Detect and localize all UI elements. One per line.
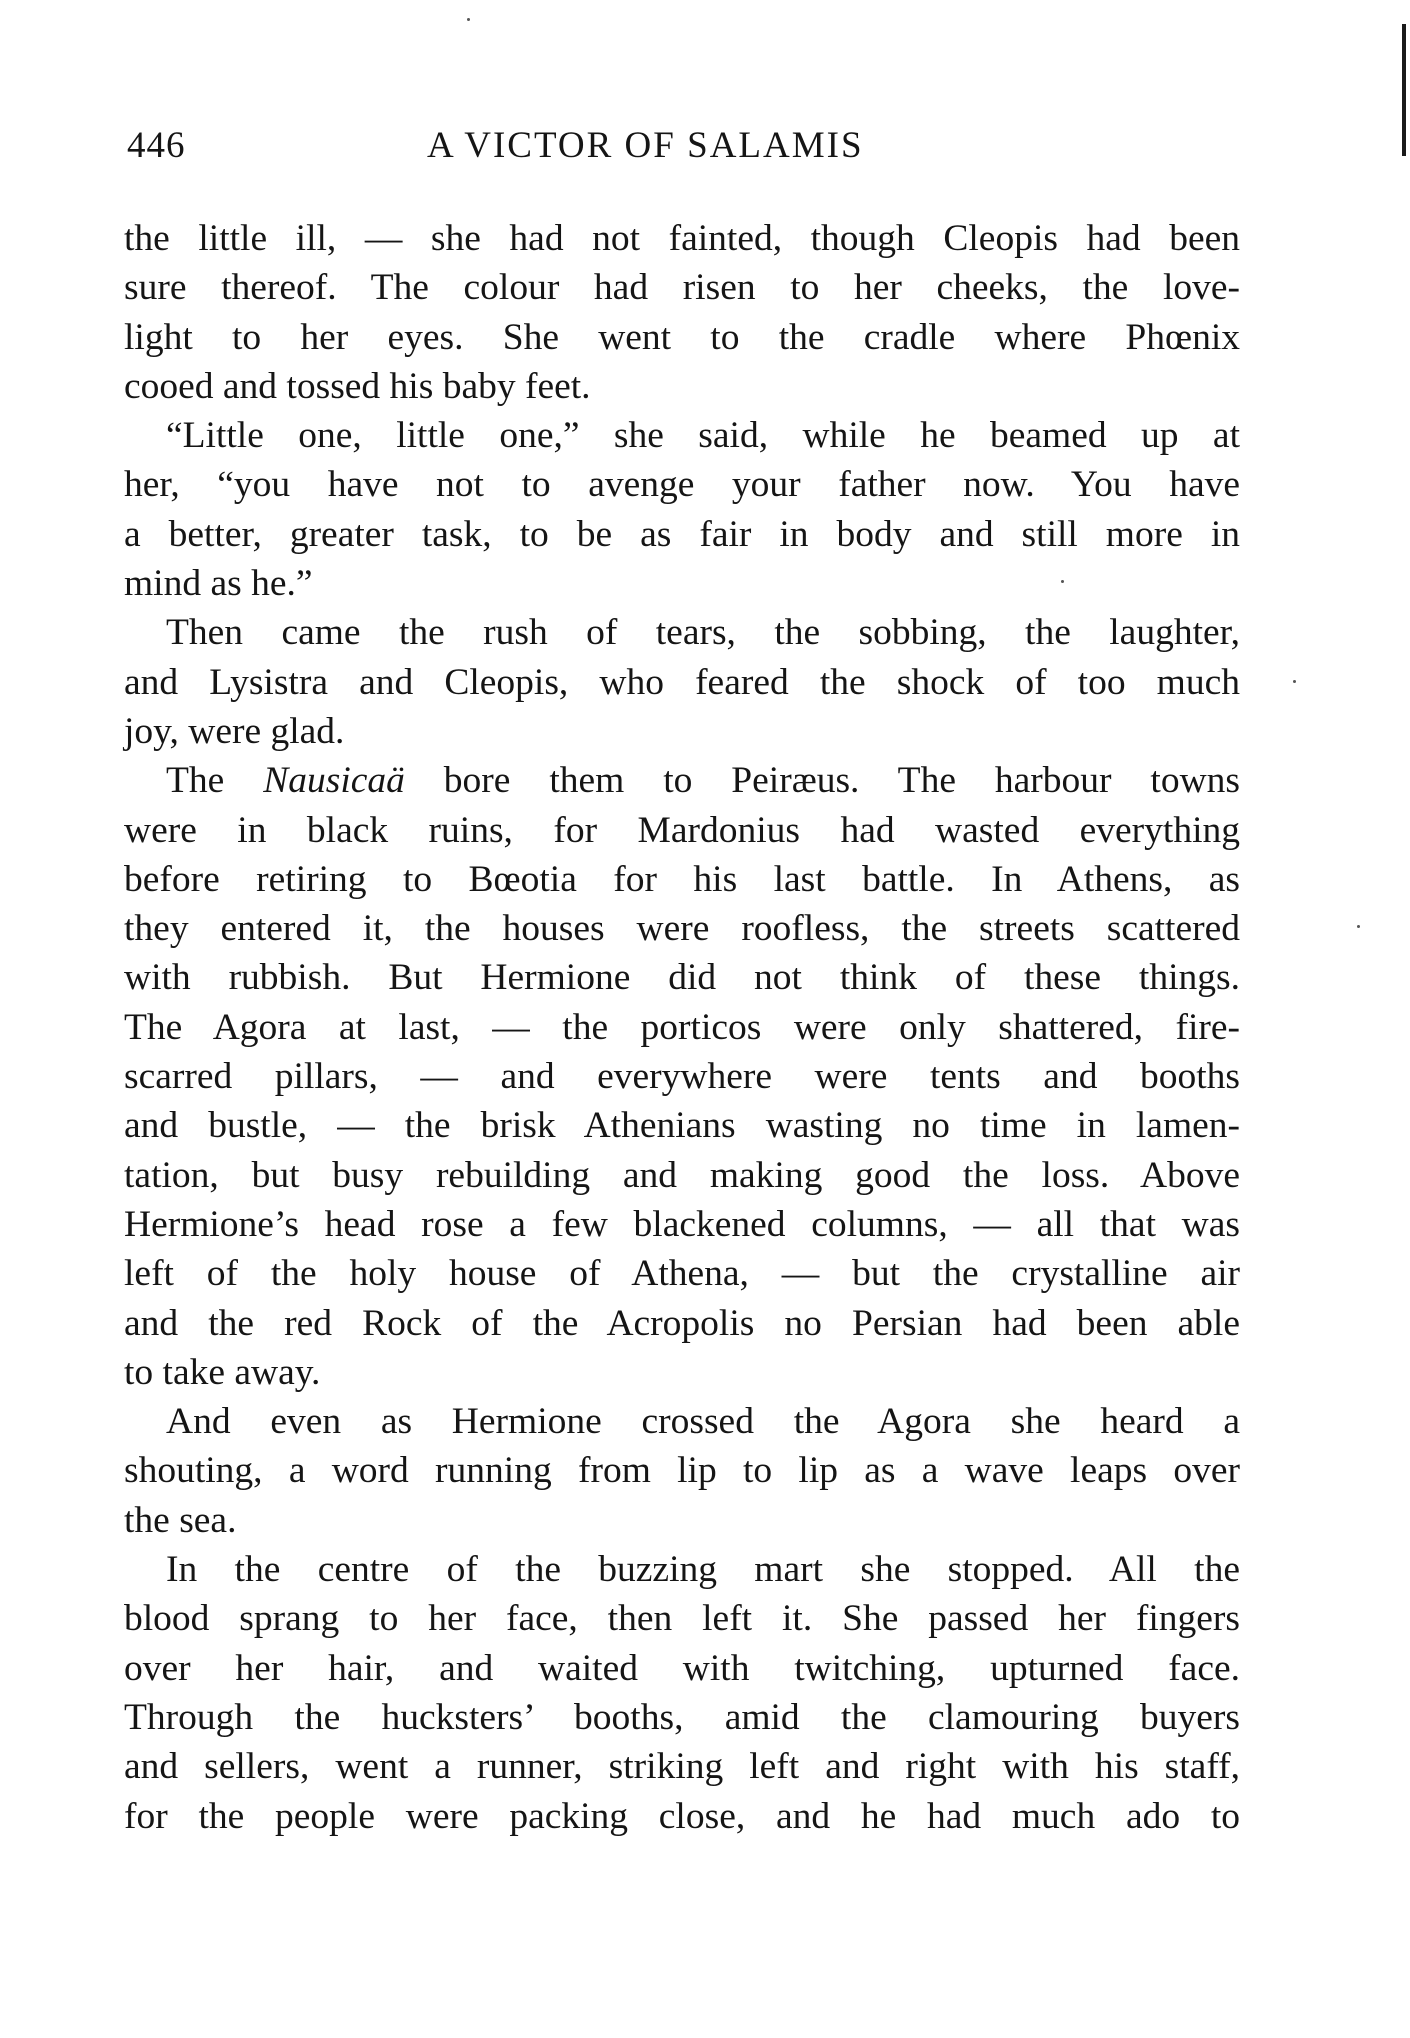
text-line: and bustle, — the brisk Athenians wasting no time in lamen- (124, 1105, 1240, 1147)
text-line: left of the holy house of Athena, — but the crystalline air (124, 1253, 1240, 1295)
body-text (124, 214, 1240, 1841)
text-line: a better, greater task, to be as fair in body and still more in (124, 513, 1240, 555)
text-line: to take away. (124, 1351, 321, 1393)
text-line: shouting, a word running from lip to lip as a wave leaps over (124, 1450, 1240, 1492)
text-line: tation, but busy rebuilding and making good the loss. Above (124, 1154, 1240, 1196)
ship-name: Nausicaä (263, 760, 405, 802)
text-line: before retiring to Bœotia for his last battle. In Athens, as (124, 858, 1240, 900)
text-line: and the red Rock of the Acropolis no Persian had been able (124, 1302, 1240, 1344)
ink-speck (1293, 680, 1296, 683)
text-line: In the centre of the buzzing mart she stopped. All the (166, 1549, 1240, 1591)
text-line: blood sprang to her face, then left it. She passed her fingers (124, 1598, 1240, 1640)
text-line: Hermione’s head rose a few blackened columns, — all that was (124, 1203, 1240, 1245)
text-line: cooed and tossed his baby feet. (124, 365, 591, 407)
text-line: The Agora at last, — the porticos were only shattered, fire- (124, 1006, 1240, 1048)
text-line: her, “you have not to avenge your father now. You have (124, 464, 1240, 506)
text-line: they entered it, the houses were roofless, the streets scattered (124, 908, 1240, 950)
text-segment: The (166, 760, 225, 802)
text-line: Then came the rush of tears, the sobbing, the laughter, (166, 612, 1240, 654)
text-line (124, 756, 1240, 805)
text-line: the sea. (124, 1499, 237, 1541)
text-line: Through the hucksters’ booths, amid the clamouring buyers (124, 1696, 1240, 1738)
page-number: 446 (127, 125, 186, 166)
text-segment: bore them to Peiræus. The harbour towns (443, 760, 1240, 802)
text-line: were in black ruins, for Mardonius had wasted everything (124, 809, 1240, 851)
text-line: with rubbish. But Hermione did not think of these things. (124, 957, 1240, 999)
page-edge-mark (1402, 24, 1406, 156)
text-line: the little ill, — she had not fainted, though Cleopis had been (124, 218, 1240, 259)
text-line: “Little one, little one,” she said, while he beamed up at (166, 415, 1240, 457)
text-line: joy, were glad. (124, 710, 345, 752)
text-line: and Lysistra and Cleopis, who feared the shock of too much (124, 661, 1240, 703)
text-line: over her hair, and waited with twitching, upturned face. (124, 1647, 1240, 1689)
text-line: mind as he.” (124, 563, 313, 605)
text-line: sure thereof. The colour had risen to her cheeks, the love- (124, 267, 1240, 309)
ink-speck (1357, 925, 1360, 928)
running-head (127, 124, 1237, 176)
ink-speck (467, 18, 470, 21)
text-line: scarred pillars, — and everywhere were tents and booths (124, 1056, 1240, 1098)
text-line: And even as Hermione crossed the Agora she heard a (166, 1401, 1240, 1443)
text-line: and sellers, went a runner, striking left and right with his staff, (124, 1746, 1240, 1788)
text-line: light to her eyes. She went to the cradle where Phœnix (124, 316, 1240, 358)
text-line: for the people were packing close, and he had much ado to (124, 1795, 1240, 1837)
book-title: A VICTOR OF SALAMIS (427, 125, 864, 166)
